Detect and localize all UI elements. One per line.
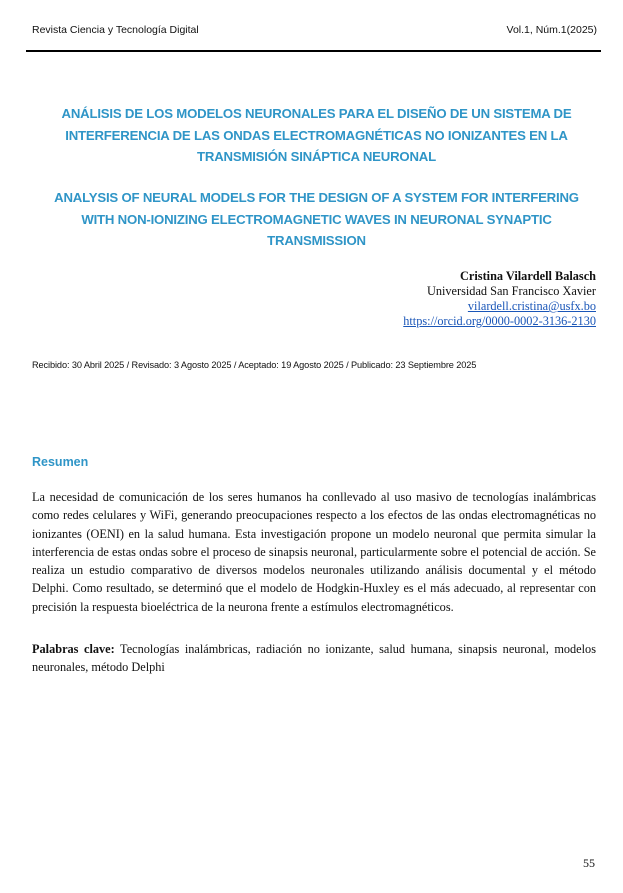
volume-issue: Vol.1, Núm.1(2025) — [506, 24, 597, 36]
title-spanish: ANÁLISIS DE LOS MODELOS NEURONALES PARA EL DISEÑO DE UN SISTEMA DE INTERFERENCIA DE LAS ONDAS ELECTROMAGNÉTICAS NO IONIZANTES EN LA TRANSMISIÓN SINÁPTICA NEURONAL — [61, 106, 572, 164]
keywords-text: Tecnologías inalámbricas, radiación no ionizante, salud humana, sinapsis neuronal, modelos neuronales, método Delphi — [32, 642, 596, 675]
author-block — [403, 269, 596, 329]
publication-dates: Recibido: 30 Abril 2025 / Revisado: 3 Agosto 2025 / Aceptado: 19 Agosto 2025 / Publicado: 23 Septiembre 2025 — [32, 360, 477, 370]
author-email-link[interactable]: vilardell.cristina@usfx.bo — [467, 299, 596, 313]
title-english: ANALYSIS OF NEURAL MODELS FOR THE DESIGN OF A SYSTEM FOR INTERFERING WITH NON-IONIZING ELECTROMAGNETIC WAVES IN NEURONAL SYNAPTIC TRANSMISSION — [54, 190, 579, 248]
abstract-heading: Resumen — [32, 455, 89, 469]
journal-name: Revista Ciencia y Tecnología Digital — [32, 24, 199, 36]
author-orcid-link[interactable]: https://orcid.org/0000-0002-3136-2130 — [403, 314, 596, 328]
abstract-body: La necesidad de comunicación de los seres humanos ha conllevado al uso masivo de tecnologías inalámbricas como redes celulares y WiFi, generando preocupaciones respecto a los efectos de las ondas electromagnéticas no ionizantes (OENI) en la salud humana. Esta investigación propone un modelo neuronal que permita simular la interferencia de estas ondas sobre el proceso de sinapsis neuronal, particularmente sobre el potencial de acción. Se realiza un estudio comparativo de diversos modelos neuronales utilizando análisis documental y el método Delphi. Como resultado, se determinó que el modelo de Hodgkin-Huxley es el más adecuado, al representar con precisión la respuesta bioeléctrica de la neurona frente a estímulos electromagnéticos. — [32, 490, 596, 614]
page-number: 55 — [583, 856, 595, 870]
running-header — [32, 22, 597, 40]
header-divider — [26, 50, 601, 52]
keywords-label: Palabras clave: — [32, 642, 115, 656]
author-affiliation: Universidad San Francisco Xavier — [426, 284, 596, 298]
keywords — [32, 640, 596, 677]
author-name: Cristina Vilardell Balasch — [460, 269, 596, 283]
